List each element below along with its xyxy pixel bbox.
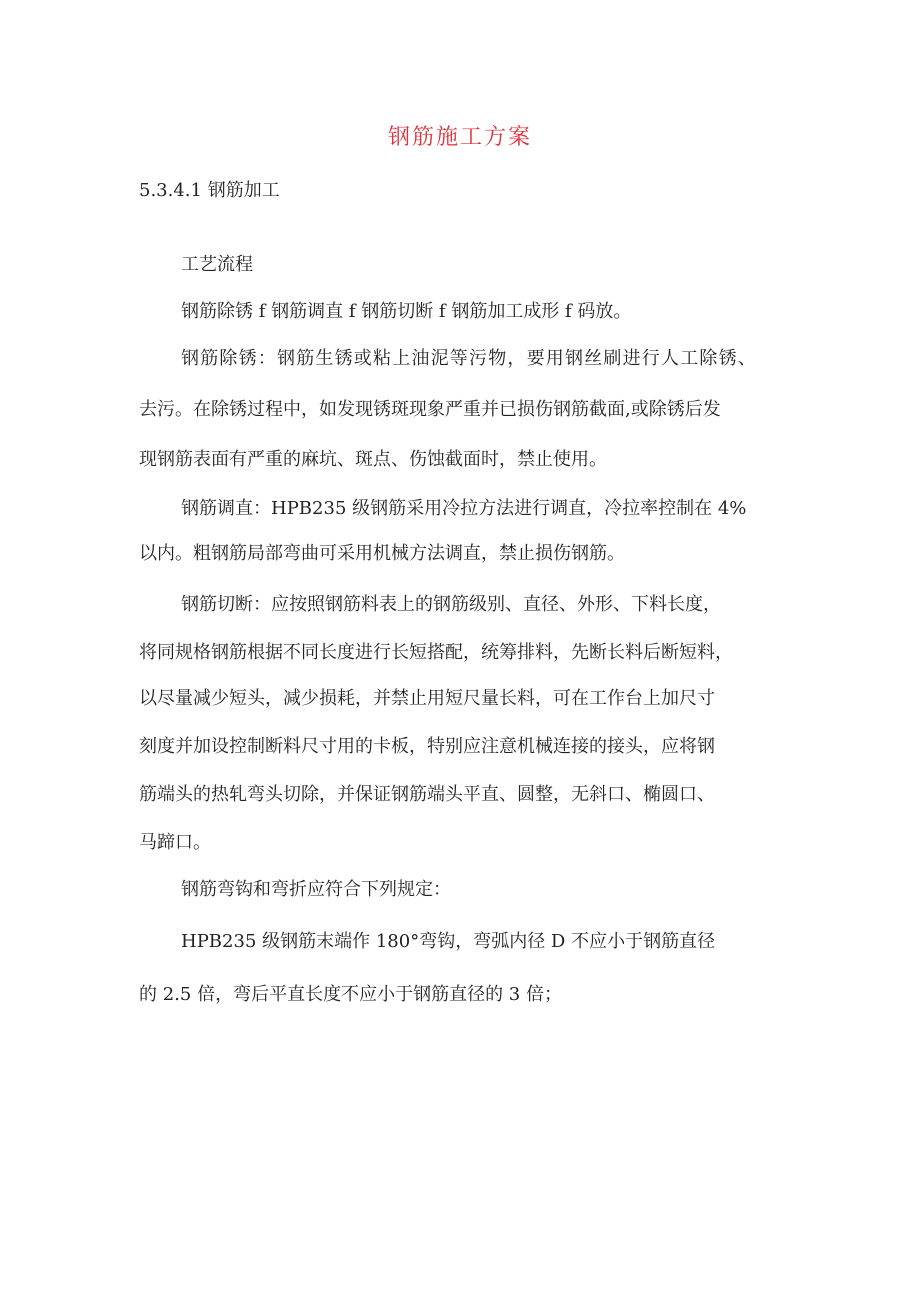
- paragraph-line: 钢筋调直：HPB235 级钢筋采用冷拉方法进行调直，冷拉率控制在 4%: [181, 498, 747, 519]
- subheading-process-flow: 工艺流程: [181, 254, 253, 275]
- paragraph-line: 将同规格钢筋根据不同长度进行长短搭配，统筹排料，先断长料后断短料，: [139, 642, 733, 663]
- document-title: 钢筋施工方案: [387, 125, 532, 150]
- paragraph-line: 以尽量减少短头，减少损耗，并禁止用短尺量长料，可在工作台上加尺寸: [139, 688, 715, 709]
- paragraph-line: 去污。在除锈过程中，如发现锈斑现象严重并已损伤钢筋截面,或除锈后发: [139, 399, 721, 420]
- paragraph-line: 钢筋除锈 f 钢筋调直 f 钢筋切断 f 钢筋加工成形 f 码放。: [181, 301, 632, 322]
- paragraph-line: 现钢筋表面有严重的麻坑、斑点、伤蚀截面时，禁止使用。: [139, 449, 607, 470]
- paragraph-line: 钢筋弯钩和弯折应符合下列规定：: [181, 879, 451, 900]
- section-heading: 5.3.4.1 钢筋加工: [139, 180, 280, 201]
- paragraph-line: HPB235 级钢筋末端作 180°弯钩，弯弧内径 D 不应小于钢筋直径: [181, 931, 716, 952]
- paragraph-line: 以内。粗钢筋局部弯曲可采用机械方法调直，禁止损伤钢筋。: [139, 543, 625, 564]
- paragraph-line: 刻度并加设控制断料尺寸用的卡板，特别应注意机械连接的接头，应将钢: [139, 736, 715, 757]
- paragraph-line: 钢筋除锈：钢筋生锈或粘上油泥等污物，要用钢丝刷进行人工除锈、: [181, 348, 757, 369]
- paragraph-line: 钢筋切断：应按照钢筋料表上的钢筋级别、直径、外形、下料长度，: [181, 594, 721, 615]
- paragraph-line: 马蹄口。: [139, 832, 211, 853]
- paragraph-line: 筋端头的热轧弯头切除，并保证钢筋端头平直、圆整，无斜口、椭圆口、: [139, 784, 715, 805]
- paragraph-line: 的 2.5 倍，弯后平直长度不应小于钢筋直径的 3 倍；: [139, 984, 562, 1005]
